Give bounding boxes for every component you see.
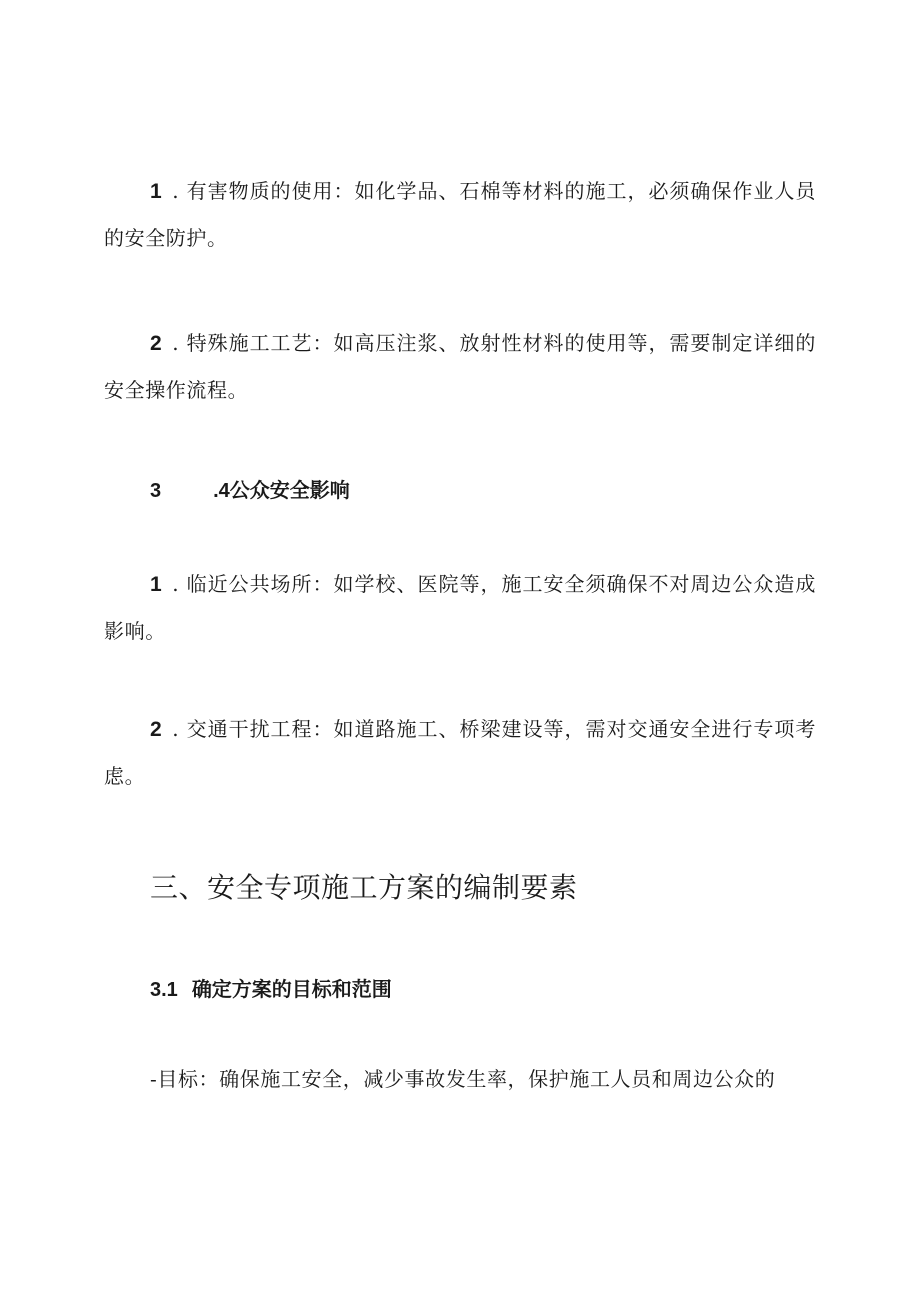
section-title: 确定方案的目标和范围 — [191, 977, 392, 1001]
section-heading — [150, 974, 392, 1005]
chapter-heading: 三、安全专项施工方案的编制要素 — [150, 871, 578, 904]
item-text: . 交通干扰工程：如道路施工、桥梁建设等，需对交通安全进行专项考虑。 — [104, 717, 816, 788]
list-item — [104, 320, 816, 413]
section-number: 3 — [150, 480, 162, 502]
item-number: 2 — [150, 718, 163, 741]
item-number: 1 — [150, 180, 163, 203]
item-text: . 有害物质的使用：如化学品、石棉等材料的施工，必须确保作业人员的安全防护。 — [104, 179, 816, 250]
item-number: 1 — [150, 573, 163, 596]
list-item — [104, 706, 816, 799]
list-item — [104, 168, 816, 261]
section-title: .4公众安全影响 — [213, 480, 350, 502]
section-heading — [150, 476, 350, 506]
item-text: . 临近公共场所：如学校、医院等，施工安全须确保不对周边公众造成影响。 — [104, 572, 816, 643]
item-number: 2 — [150, 332, 163, 355]
item-text: . 特殊施工工艺：如高压注浆、放射性材料的使用等，需要制定详细的安全操作流程。 — [104, 331, 816, 402]
list-item — [104, 561, 816, 654]
goal-line: -目标：确保施工安全，减少事故发生率，保护施工人员和周边公众的 — [150, 1067, 776, 1091]
section-number: 3.1 — [150, 979, 178, 1001]
